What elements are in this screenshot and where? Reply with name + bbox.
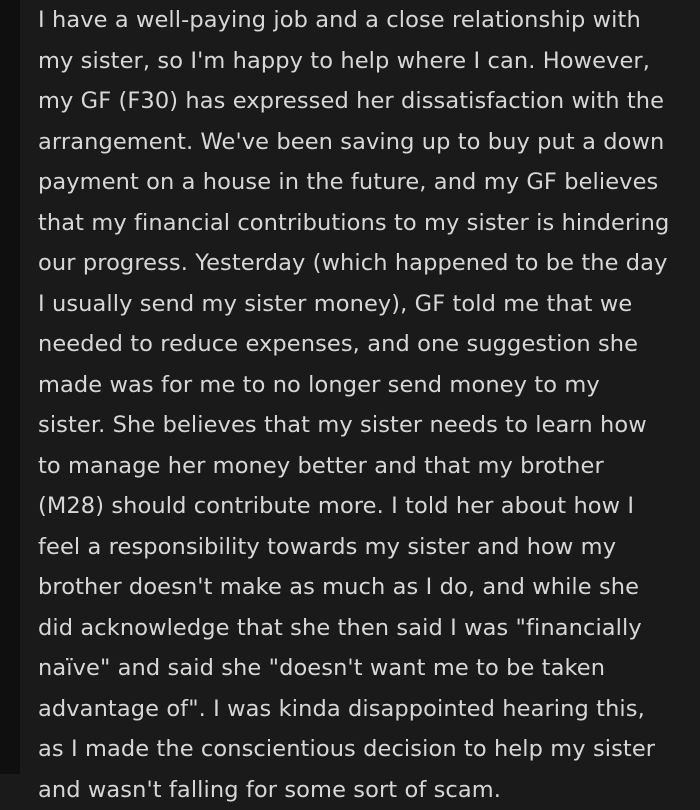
left-gutter (0, 0, 20, 774)
post-body-text: I have a well-paying job and a close relationship with my sister, so I'm happy to help where I can. However, my GF (F30) has expressed her dissatisfaction with the arrangement. We've been saving up to buy put a down payment on a house in the future, and my GF believes that my financial contributions to my sister is hindering our progress. Yesterday (which happened to be the day I usually send my sister money), GF told me that we needed to reduce expenses, and one suggestion she made was for me to no longer send money to my sister. She believes that my sister needs to learn how to manage her money better and that my brother (M28) should contribute more. I told her about how I feel a responsibility towards my sister and how my brother doesn't make as much as I do, and while she did acknowledge that she then said I was "financially naïve" and said she "doesn't want me to be taken advantage of". I was kinda disappointed hearing this, as I made the conscientious decision to help my sister and wasn't falling for some sort of scam. (38, 7, 677, 803)
